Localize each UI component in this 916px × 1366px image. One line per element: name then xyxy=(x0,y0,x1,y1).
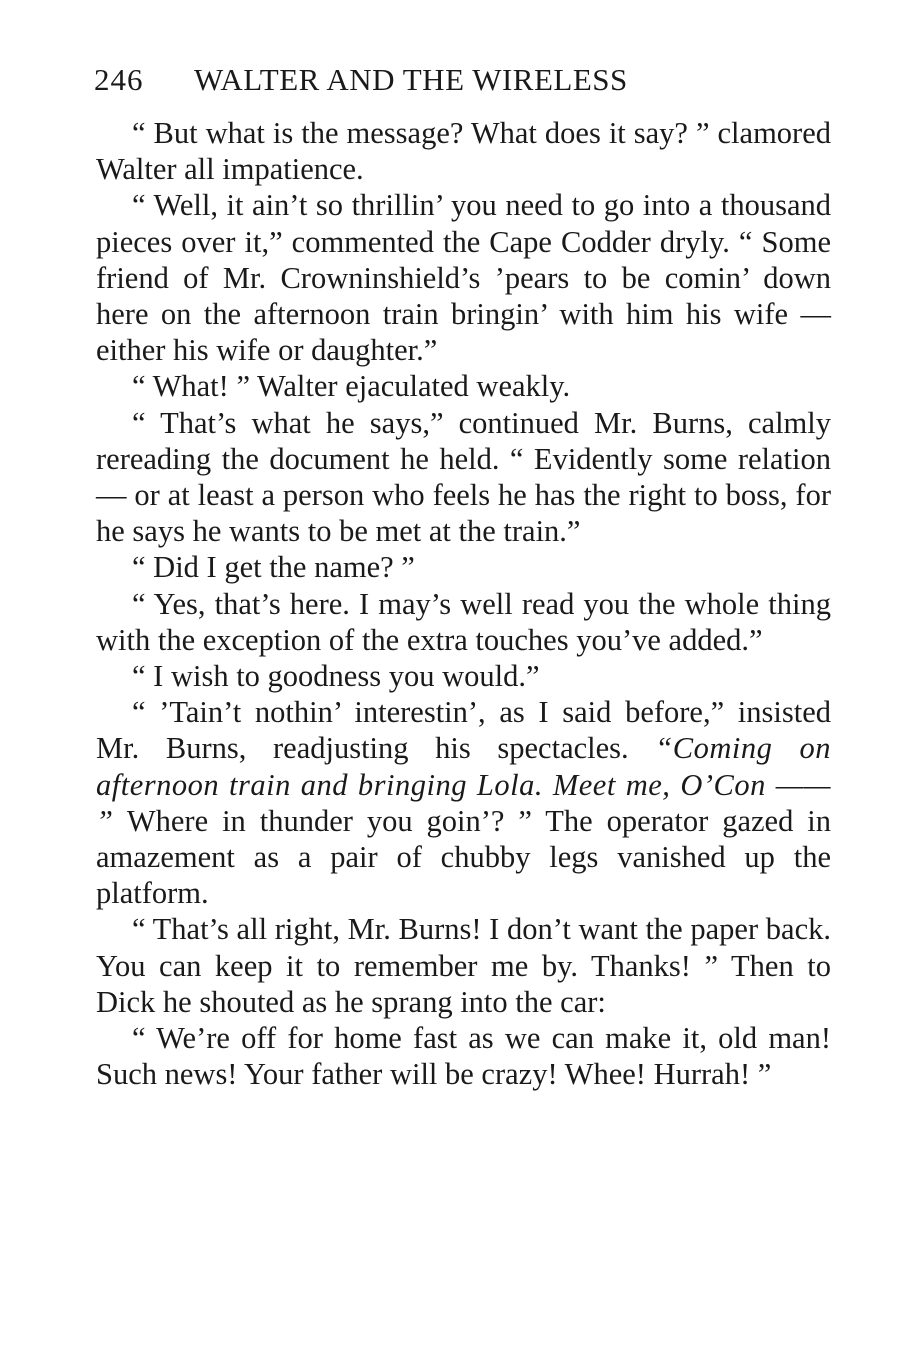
paragraph: “ That’s what he says,” continued Mr. Burns, calmly rereading the document he held. “ Evidently some relation — or at least a person who feels he has the right to boss, for he says he wants to be met at the train.” xyxy=(96,405,831,549)
running-title: WALTER AND THE WIRELESS xyxy=(194,62,628,97)
telegram-message: “Coming on afternoon train and bringing Lola. Meet me, O’Con —— ” xyxy=(96,731,831,838)
paragraph: “ Well, it ain’t so thrillin’ you need to go into a thousand pieces over it,” commented the Cape Codder dryly. “ Some friend of Mr. Crowninshield’s ’pears to be comin’ down here on the afternoon train bringin’ with him his wife —either his wife or daughter.” xyxy=(96,188,831,368)
paragraph: “ What! ” Walter ejaculated weakly. xyxy=(132,369,571,404)
paragraph-with-telegram xyxy=(96,694,831,911)
paragraph: “ That’s all right, Mr. Burns! I don’t want the paper back. You can keep it to remember me by. Thanks! ” Then to Dick he shouted as he sprang into the car: xyxy=(96,912,831,1019)
paragraph-text: “ ’Tain’t nothin’ interestin’, as I said before,” insisted Mr. Burns, readjusting his spectacles. xyxy=(96,695,831,766)
paragraph: “ Did I get the name? ” xyxy=(132,550,415,585)
body-text xyxy=(96,115,831,1092)
paragraph-text: Where in thunder you goin’? ” The operator gazed in amazement as a pair of chubby legs vanished up the platform. xyxy=(96,803,831,911)
paragraph: “ I wish to goodness you would.” xyxy=(132,659,540,694)
page-header xyxy=(94,58,854,102)
page-number: 246 xyxy=(94,62,144,97)
paragraph: “ We’re off for home fast as we can make it, old man! Such news! Your father will be crazy! Whee! Hurrah! ” xyxy=(96,1021,831,1092)
paragraph: “ Yes, that’s here. I may’s well read you the whole thing with the exception of the extra touches you’ve added.” xyxy=(96,586,831,657)
paragraph: “ But what is the message? What does it say? ” clamored Walter all impatience. xyxy=(96,116,831,187)
